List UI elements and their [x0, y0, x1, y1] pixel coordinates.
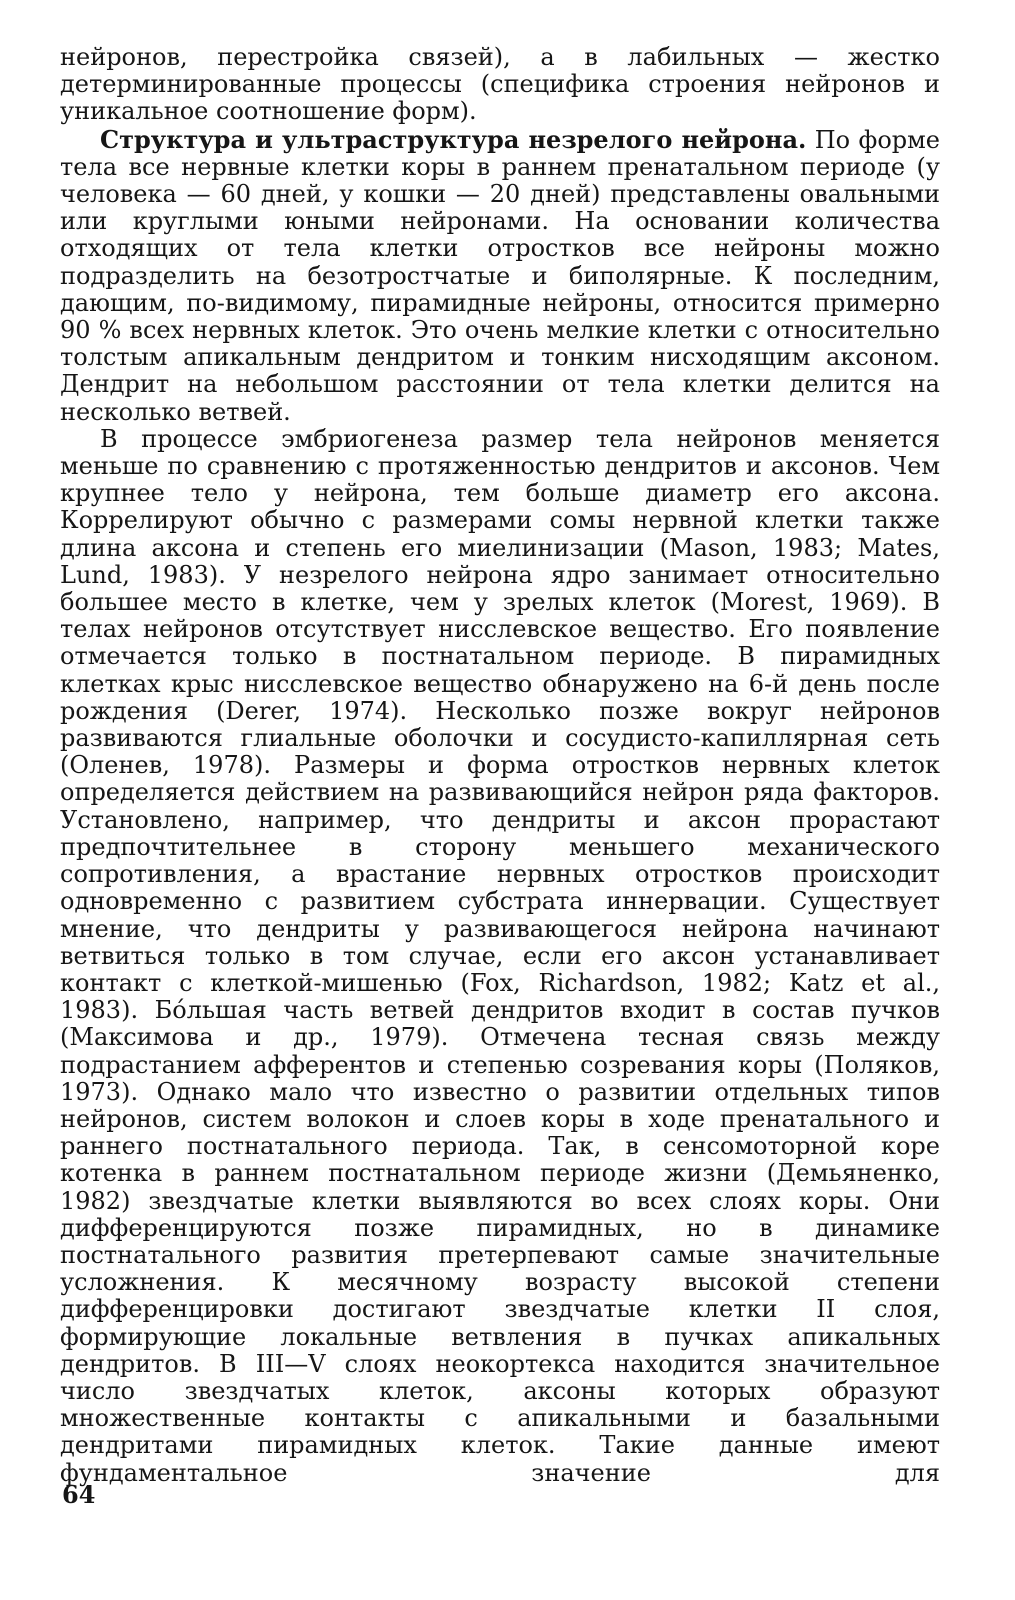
paragraph-continuation: нейронов, перестройка связей), а в лабильных — жестко детерминированные процессы (специфика строения нейронов и уникальное соотношение форм).: [60, 43, 940, 126]
page-body: [60, 44, 940, 1487]
paragraph-section: [60, 126, 940, 426]
page-number: 64: [62, 1480, 96, 1509]
section-text: По форме тела все нервные клетки коры в раннем пренатальном периоде (у человека — 60 дней, у кошки — 20 дней) представлены овальными или круглыми юными нейронами. На основании количества отходящих от тела клетки отростков все нейроны можно подразделить на безотростчатые и биполярные. К последним, дающим, по-видимому, пирамидные нейроны, относится примерно 90 % всех нервных клеток. Это очень мелкие клетки с относительно толстым апикальным дендритом и тонким нисходящим аксоном. Дендрит на небольшом расстоянии от тела клетки делится на несколько ветвей.: [60, 125, 940, 426]
section-heading: Структура и ультраструктура незрелого нейрона.: [100, 124, 807, 154]
paragraph-embryogenesis: В процессе эмбриогенеза размер тела нейронов меняется меньше по сравнению с протяженностью дендритов и аксонов. Чем крупнее тело у нейрона, тем больше диаметр его аксона. Коррелируют обычно с размерами сомы нервной клетки также длина аксона и степень его миелинизации (Mason, 1983; Mates, Lund, 1983). У незрелого нейрона ядро занимает относительно большее место в клетке, чем у зрелых клеток (Morest, 1969). В телах нейронов отсутствует нисслевское вещество. Его появление отмечается только в постнатальном периоде. В пирамидных клетках крыс нисслевское вещество обнаружено на 6-й день после рождения (Derer, 1974). Несколько позже вокруг нейронов развиваются глиальные оболочки и сосудисто-капиллярная сеть (Оленев, 1978). Размеры и форма отростков нервных клеток определяется действием на развивающийся нейрон ряда факторов. Установлено, например, что дендриты и аксон прорастают предпочтительнее в сторону меньшего механического сопротивления, а врастание нервных отростков происходит одновременно с развитием субстрата иннервации. Существует мнение, что дендриты у развивающегося нейрона начинают ветвиться только в том случае, если его аксон устанавливает контакт с клеткой-мишенью (Fox, Richardson, 1982; Katz et al., 1983). Бо́льшая часть ветвей дендритов входит в состав пучков (Максимова и др., 1979). Отмечена тесная связь между подрастанием афферентов и степенью созревания коры (Поляков, 1973). Однако мало что известно о развитии отдельных типов нейронов, систем волокон и слоев коры в ходе пренатального и раннего постнатального периода. Так, в сенсомоторной коре котенка в раннем постнатальном периоде жизни (Демьяненко, 1982) звездчатые клетки выявляются во всех слоях коры. Они дифференцируются позже пирамидных, но в динамике постнатального развития претерпевают самые значительные усложнения. К месячному возрасту высокой степени дифференцировки достигают звездчатые клетки II слоя, формирующие локальные ветвления в пучках апикальных дендритов. В III—V слоях неокортекса находится значительное число звездчатых клеток, аксоны которых образуют множественные контакты с апикальными и базальными дендритами пирамидных клеток. Такие данные имеют фундаментальное значение для: [60, 424, 940, 1487]
